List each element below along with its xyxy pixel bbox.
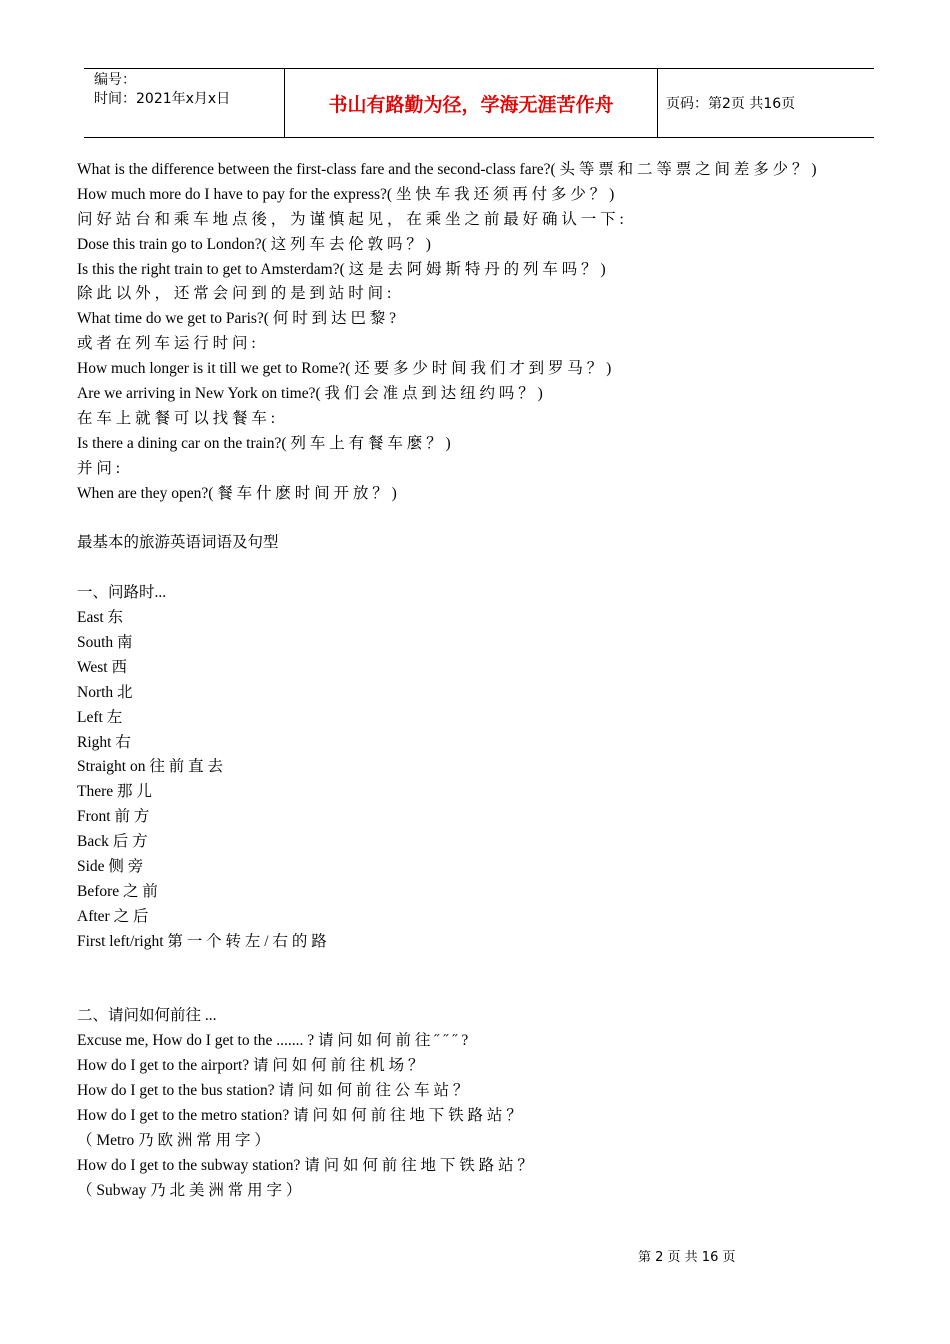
text-line: South 南 [77,633,133,651]
blank-line [77,955,883,980]
motto: 书山有路勤为径，学海无涯苦作舟 [328,93,614,116]
text-line: West 西 [77,658,127,676]
text-line: When are they open?( 餐 车 什 麽 时 间 开 放 ？ ) [77,484,397,502]
text-line: How much more do I have to pay for the express?( 坐 快 车 我 还 须 再 付 多 少 ？ ) [77,185,615,203]
text-line: Side 侧 旁 [77,857,144,875]
text-line: 在 车 上 就 餐 可 以 找 餐 车 : [77,409,276,427]
header-motto-cell [285,69,657,137]
text-line: How do I get to the metro station? 请 问 如 何 前 往 地 下 铁 路 站 ？ [77,1106,522,1124]
text-line: Dose this train go to London?( 这 列 车 去 伦 敦 吗 ？ ) [77,235,431,253]
text-line: Are we arriving in New York on time?( 我 们 会 准 点 到 达 纽 约 吗 ？ ) [77,385,543,403]
text-line: 一、问路时... [77,584,167,602]
text-line: Is there a dining car on the train?( 列 车 上 有 餐 车 麼 ？ ) [77,434,451,452]
text-line: 并 问 : [77,459,121,477]
text-line: （ Subway 乃 北 美 洲 常 用 字 ） [77,1181,302,1199]
text-line: （ Metro 乃 欧 洲 常 用 字 ） [77,1131,270,1149]
text-line: There 那 儿 [77,783,152,801]
text-line: How do I get to the subway station? 请 问 如 何 前 往 地 下 铁 路 站 ？ [77,1156,533,1174]
text-line: Back 后 方 [77,833,148,851]
blank-line [77,556,883,581]
text-line: What is the difference between the first-class fare and the second-class fare?( 头 等 票 和 二 等 票 之 间 差 多 少 ？ ) [77,161,817,178]
text-line: East 东 [77,609,124,627]
text-line: Front 前 方 [77,808,150,826]
text-line: 除 此 以 外 ， 还 常 会 问 到 的 是 到 站 时 间 : [77,285,392,303]
text-line: First left/right 第 一 个 转 左 / 右 的 路 [77,932,327,950]
text-line: North 北 [77,683,133,701]
text-line: Straight on 往 前 直 去 [77,758,223,776]
text-line: 问 好 站 台 和 乘 车 地 点 後 ， 为 谨 慎 起 见 ， 在 乘 坐 之 前 最 好 确 认 一 下 : [77,210,624,228]
text-line: 二、请问如何前往 ... [77,1007,217,1025]
text-line: Is this the right train to get to Amsterdam?( 这 是 去 阿 姆 斯 特 丹 的 列 车 吗 ？ ) [77,260,606,278]
blank-line [77,506,883,531]
document-body [77,158,883,1203]
header-divider [657,69,658,137]
date-label: 时间：2021年x月x日 [94,91,231,107]
text-line: What time do we get to Paris?( 何 时 到 达 巴 黎 ? [77,310,396,328]
page-label: 页码：第2页 共16页 [666,96,796,112]
text-line: After 之 后 [77,907,149,925]
page-footer: 第 2 页 共 16 页 [638,1250,736,1265]
text-line: 最基本的旅游英语词语及句型 [77,534,279,552]
text-line: 或 者 在 列 车 运 行 时 问 : [77,335,256,353]
text-line: How much longer is it till we get to Rome?( 还 要 多 少 时 间 我 们 才 到 罗 马 ？ ) [77,360,612,378]
header-meta [94,71,230,109]
page-header [84,68,874,138]
text-line: Excuse me, How do I get to the ....... ? 请 问 如 何 前 往 ˝ ˝ ˝ ? [77,1032,469,1050]
text-line: Right 右 [77,733,131,751]
text-line: How do I get to the airport? 请 问 如 何 前 往 机 场 ？ [77,1057,424,1075]
code-label: 编号： [94,72,136,88]
text-line: Left 左 [77,708,123,726]
header-page-cell [666,69,795,137]
blank-line [77,979,883,1004]
text-line: How do I get to the bus station? 请 问 如 何 前 往 公 车 站 ？ [77,1081,469,1099]
text-line: Before 之 前 [77,882,158,900]
